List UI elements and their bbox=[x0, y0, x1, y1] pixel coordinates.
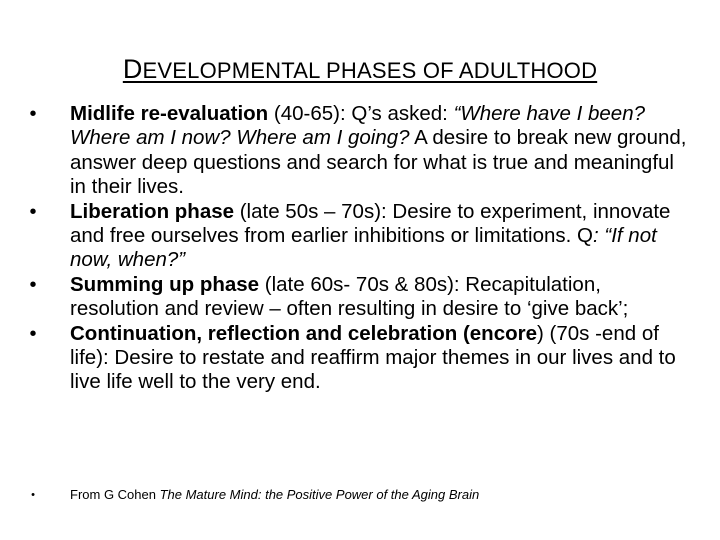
bullet-dot-icon: • bbox=[29, 322, 37, 345]
bullet-text: (late 50s – 70s): Desire to experiment, innovate and free ourselves from earlier inhibitions or limitations. Q bbox=[70, 199, 671, 248]
bullet-text: ) (70s -end of life): Desire to restate and reaffirm major themes in our lives and to live life well to the very end. bbox=[70, 321, 676, 394]
bullet-text: (40-65): Q’s asked: bbox=[268, 102, 454, 125]
bullet-list bbox=[22, 102, 690, 395]
source-prefix: From G Cohen bbox=[70, 487, 160, 502]
bullet-quote: : “If not now, when?” bbox=[70, 224, 657, 272]
bullet-heading: Midlife re-evaluation bbox=[70, 102, 269, 125]
bullet-heading: Summing up phase bbox=[70, 272, 260, 296]
title-rest: EVELOPMENTAL PHASES OF ADULTHOOD bbox=[142, 58, 598, 83]
bullet-liberation bbox=[22, 200, 690, 273]
bullet-text-tail: A desire to break new ground, answer deep questions and search for what is true and meaningful in their lives. bbox=[70, 126, 687, 199]
bullet-summing-up bbox=[22, 273, 690, 322]
bullet-quote: “Where have I been? Where am I now? Where am I going? bbox=[70, 102, 646, 150]
slide-title bbox=[0, 54, 720, 86]
bullet-continuation bbox=[22, 322, 690, 395]
bullet-text: (late 60s- 70s & 80s): Recapitulation, resolution and review – often resulting in desire to ‘give back’; bbox=[70, 272, 629, 321]
source-citation bbox=[22, 486, 690, 504]
bullet-heading: Continuation, reflection and celebration (encore bbox=[70, 321, 537, 345]
bullet-dot-icon: • bbox=[29, 103, 37, 125]
source-book-title: The Mature Mind: the Positive Power of the Aging Brain bbox=[159, 487, 480, 502]
bullet-dot-icon: • bbox=[29, 273, 37, 296]
bullet-dot-icon: • bbox=[31, 489, 35, 501]
bullet-midlife bbox=[22, 102, 690, 200]
bullet-dot-icon: • bbox=[29, 200, 37, 223]
bullet-heading: Liberation phase bbox=[70, 199, 235, 223]
title-initial: D bbox=[122, 54, 143, 84]
